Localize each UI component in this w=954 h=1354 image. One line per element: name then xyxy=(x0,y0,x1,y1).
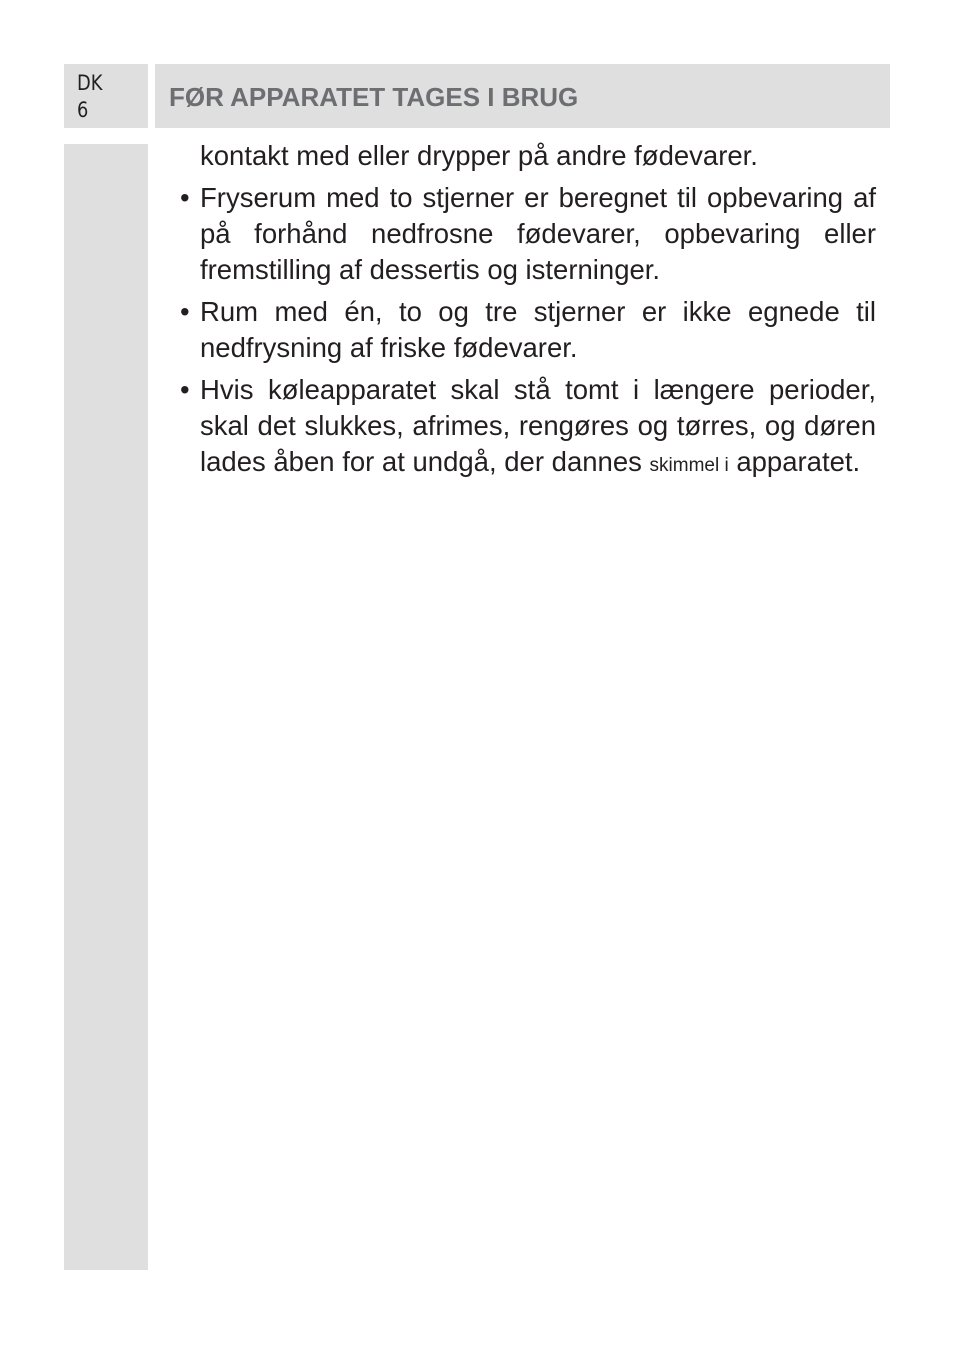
bullet-marker: • xyxy=(180,374,190,405)
section-title: FØR APPARATET TAGES I BRUG xyxy=(169,82,579,112)
body-text xyxy=(176,138,876,490)
list-item-text-end: apparatet. xyxy=(728,446,861,477)
bullet-marker: • xyxy=(180,296,190,327)
page-tab xyxy=(64,64,148,128)
continuation-paragraph xyxy=(176,138,876,174)
language-code: DK xyxy=(77,71,103,95)
list-item xyxy=(176,180,876,288)
continuation-text: kontakt med eller drypper på andre fødevarer. xyxy=(200,140,758,171)
list-item-text-small: skimmel i xyxy=(649,455,729,476)
list-item xyxy=(176,294,876,366)
list-item xyxy=(176,372,876,484)
side-strip xyxy=(64,144,148,1270)
bullet-marker: • xyxy=(180,182,190,213)
section-header xyxy=(155,64,890,128)
list-item-text xyxy=(200,372,876,484)
list-item-text: Fryserum med to stjerner er beregnet til opbevaring af på forhånd nedfrosne fødevarer, opbevaring eller fremstilling af dessertis og isterninger. xyxy=(200,182,876,285)
page-number: 6 xyxy=(77,98,89,122)
list-item-text: Rum med én, to og tre stjerner er ikke egnede til nedfrysning af friske fødevarer. xyxy=(200,296,876,363)
list-item-text-main: Hvis køleapparatet skal stå tomt i længere perioder, skal det slukkes, afrimes, rengøres og tørres, og døren lades åben for at undgå, der dannes xyxy=(200,374,876,477)
